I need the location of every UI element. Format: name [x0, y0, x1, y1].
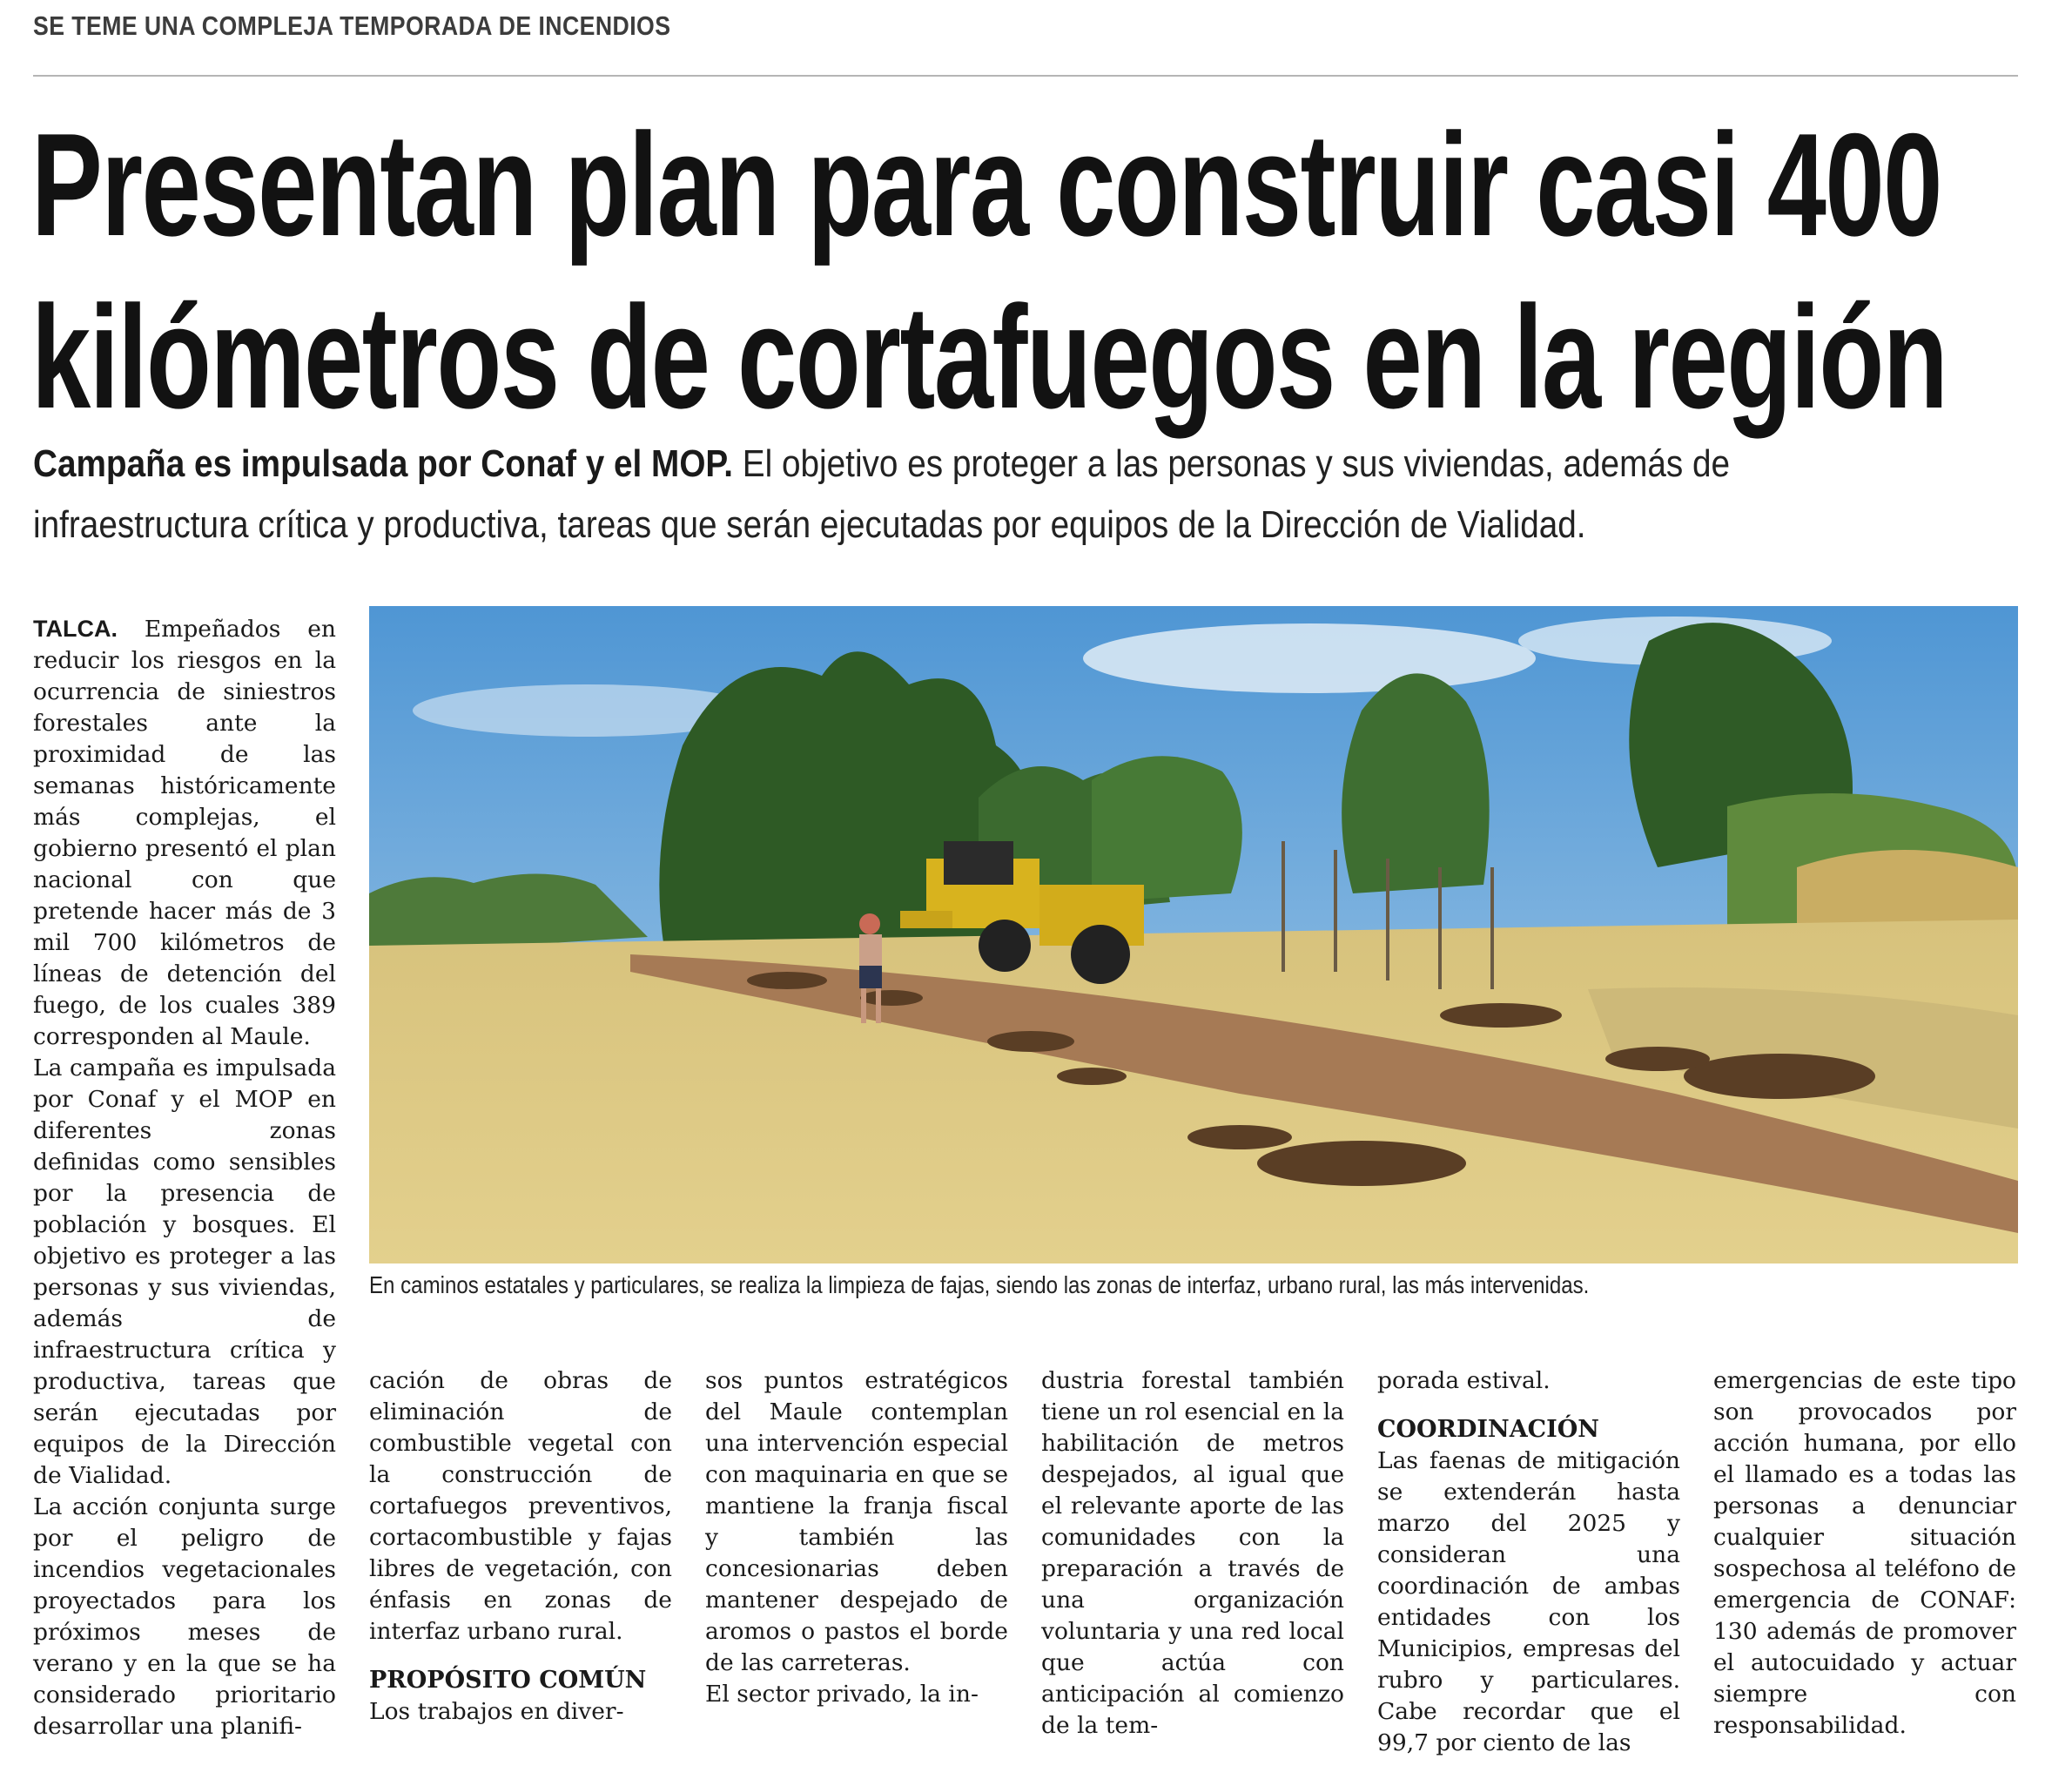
photo-grader-field: [369, 606, 2018, 1263]
article-paragraph: La acción conjunta surge por el peligro de incendios vegetacionales proyectados para los próximos meses de verano y en la que se ha considerado prioritario desarrollar una planifi-: [33, 1493, 336, 1740]
section-kicker: SE TEME UNA COMPLEJA TEMPORADA DE INCENDIOS: [33, 10, 671, 41]
deck-line-1-rest: El objetivo es proteger a las personas y sus viviendas, además de: [733, 442, 1731, 485]
header-divider: [33, 75, 2018, 77]
article-paragraph: dustria forestal también tiene un rol esencial en la habilitación de metros despejados, al igual que el relevante aporte de las comunidades con la preparación a través de una organización voluntaria y una red local que actúa con anticipación al comienzo de la tem-: [1041, 1367, 1344, 1739]
article-paragraph: porada estival.: [1377, 1367, 1551, 1394]
article-paragraph: El sector privado, la in-: [705, 1681, 979, 1708]
article-paragraph: Los trabajos en diver-: [369, 1698, 624, 1725]
article-column-2: [369, 1365, 672, 1728]
article-column-3: [705, 1365, 1008, 1710]
article-paragraph: sos puntos estratégicos del Maule contemplan una intervención especial con maquinaria en que se mantiene la franja fiscal y también las concesionarias deben mantener despejado de aromos o pastos el borde de las carreteras.: [705, 1367, 1008, 1676]
article-column-5: [1377, 1365, 1680, 1759]
article-column-4: [1041, 1365, 1344, 1742]
photo-caption: En caminos estatales y particulares, se realiza la limpieza de fajas, siendo las zonas de interfaz, urbano rural, las más intervenidas.: [369, 1271, 1590, 1298]
article-paragraph: cación de obras de eliminación de combustible vegetal con la construcción de cortafuegos preventivos, cortacombustible y fajas libres de vegetación, con énfasis en zonas de interfaz urbano rural.: [369, 1367, 672, 1645]
deck-lead: Campaña es impulsada por Conaf y el MOP.: [33, 442, 734, 485]
subhead-coordinacion: COORDINACIÓN: [1377, 1416, 1599, 1443]
article-paragraph: emergencias de este tipo son provocados por acción humana, por ello el llamado es a todas las personas a denunciar cualquier situación sospechosa al teléfono de emergencia de CONAF: 130 además de promover el autocuidado y actuar siempre con responsabilidad.: [1713, 1367, 2016, 1739]
article-paragraph: La campaña es impulsada por Conaf y el MOP en diferentes zonas definidas como sensibles por la presencia de población y bosques. El objetivo es proteger a las personas y sus viviendas, además de infraestructura crítica y productiva, tareas que serán ejecutadas por equipos de la Dirección de Vialidad.: [33, 1055, 336, 1489]
article-paragraph: Las faenas de mitigación se extenderán hasta marzo del 2025 y consideran una coordinación de ambas entidades con los Municipios, empresas del rubro y particulares. Cabe recordar que el 99,7 por ciento de las: [1377, 1447, 1680, 1756]
dateline: TALCA.: [33, 616, 118, 642]
article-photo: [369, 606, 2018, 1263]
article-column-1: [33, 613, 336, 1742]
article-column-6: [1713, 1365, 2016, 1742]
deck-line-1: [33, 442, 1730, 486]
headline-line-2: kilómetros de cortafuegos en la región: [31, 275, 1948, 439]
deck-line-2: infraestructura crítica y productiva, tareas que serán ejecutadas por equipos de la Dirección de Vialidad.: [33, 503, 1586, 546]
headline-line-1: Presentan plan para construir casi 400: [31, 103, 1941, 266]
subhead-proposito-comun: PROPÓSITO COMÚN: [369, 1667, 647, 1694]
article-paragraph: [33, 613, 336, 1053]
paragraph-text: Empeñados en reducir los riesgos en la ocurrencia de siniestros forestales ante la proximidad de las semanas históricamente más complejas, el gobierno presentó el plan nacional con que pretende hacer más de 3 mil 700 kilómetros de líneas de detención del fuego, de los cuales 389 corresponden al Maule.: [33, 616, 336, 1050]
